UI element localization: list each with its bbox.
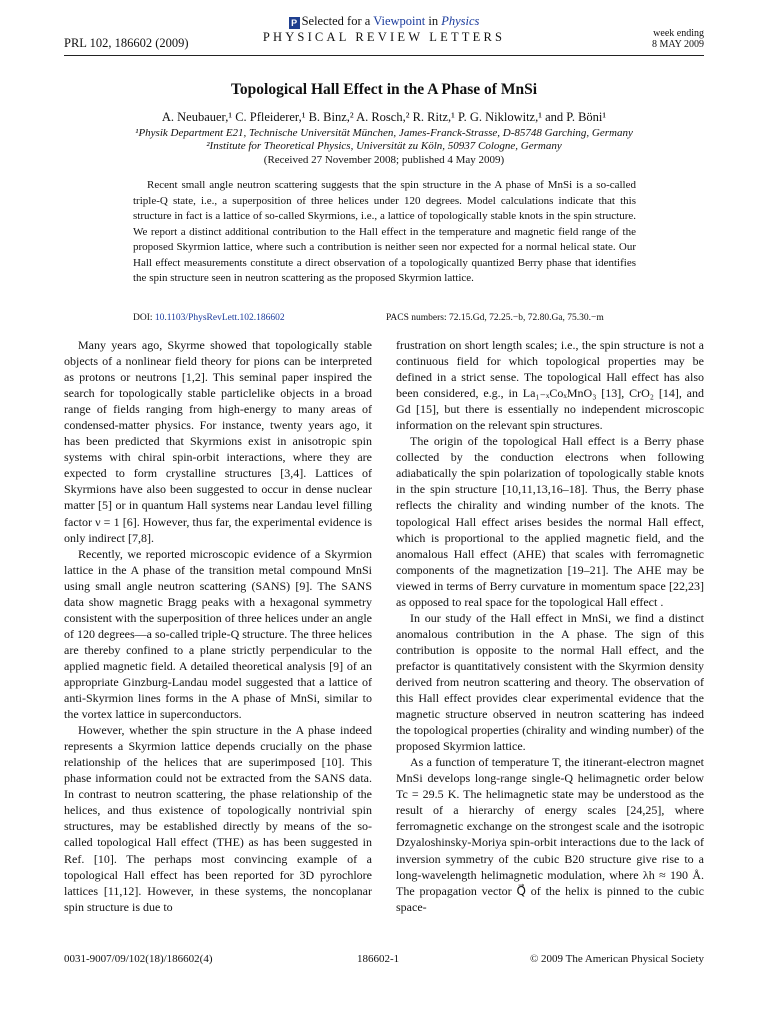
affiliation-1: ¹Physik Department E21, Technische Universität München, James-Franck-Strasse, D-85748 Garching, Germany <box>135 127 633 139</box>
doi-link[interactable]: 10.1103/PhysRevLett.102.186602 <box>154 313 285 323</box>
left-column <box>64 337 372 915</box>
affiliations <box>0 127 768 153</box>
doi-line <box>133 313 285 323</box>
paper-title: Topological Hall Effect in the A Phase of MnSi <box>231 81 537 98</box>
paragraph: However, whether the spin structure in the A phase indeed represents a Skyrmion lattice depends crucially on the phase relationship of the helices that are superimposed [10]. This phase information could not be extracted from the SANS data. In contrast to neutron scattering, the phase relationship of the helices, and thus existence of topologically nontrivial spin structures, may be established directly by means of the so-called topological Hall effect (THE) as has been suggested in Ref. [10]. The perhaps most convincing example of a topological Hall effect has been reported for 3D pyrochlore lattices [11,12]. However, in these systems, the noncoplanar spin structure is due to <box>64 723 372 914</box>
copyright: © 2009 The American Physical Society <box>529 953 704 965</box>
right-column <box>396 337 704 915</box>
viewpoint-link[interactable]: Viewpoint <box>373 14 426 28</box>
issue-date <box>652 28 704 50</box>
journal-name: PHYSICAL REVIEW LETTERS <box>262 30 506 44</box>
viewpoint-notice <box>0 14 768 29</box>
footer-issn: 0031-9007/09/102(18)/186602(4) <box>64 953 213 965</box>
affiliation-2: ²Institute for Theoretical Physics, Universität zu Köln, 50937 Cologne, Germany <box>206 140 562 152</box>
issue-date-value: 8 MAY 2009 <box>651 39 704 50</box>
week-ending-label: week ending <box>653 28 704 39</box>
physics-viewpoint-icon: P <box>289 17 300 29</box>
pacs-numbers: PACS numbers: 72.15.Gd, 72.25.−b, 72.80.Ga, 75.30.−m <box>386 313 604 323</box>
paragraph: Recently, we reported microscopic evidence of a Skyrmion lattice in the A phase of the transition metal compound MnSi using small angle neutron scattering (SANS) [9]. The SANS data show magnetic Bragg peaks with a hexagonal symmetry consistent with the superposition of three helices under an angle of 120 degrees—a so-called triple-Q structure. The three helices are thereby confined to a plane strictly perpendicular to the applied magnetic field. A detailed theoretical analysis [9] of an appropriate Ginzburg-Landau model suggested that a lattice of anti-Skyrmion lines forms in the A phase of MnSi, similar to the vortex lattice in superconductors. <box>64 546 372 722</box>
selected-prefix: Selected for a <box>301 14 374 28</box>
abstract-text: Recent small angle neutron scattering suggests that the spin structure in the A phase of MnSi is a so-called triple-Q state, i.e., a superposition of three helices under 120 degrees. Model calculations indicate that this structure in fact is a lattice of so-called Skyrmions, i.e., a lattice of topologically stable knots in the spin structure. We report a distinct additional contribution to the Hall effect in the temperature and magnetic field range of the proposed Skyrmion lattice, where such a contribution is neither seen nor expected for a normal helical state. Our Hall effect measurements constitute a direct observation of a topologically quantized Berry phase that identifies the spin structure seen in neutron scattering as the proposed Skyrmion lattice. <box>133 179 636 284</box>
header-rule <box>64 55 704 56</box>
paragraph: frustration on short length scales; i.e., the spin structure is not a continuous field for which topological properties may be defined in a strict sense. The topological Hall effect has also been considered, e.g., in La₁₋ₓCoₓMnO₃ [13], CrO₂ [14], and Gd [15], but there is essentially no independent microscopic information on the relevant spin structures. <box>396 338 704 433</box>
physics-link[interactable]: Physics <box>441 14 480 28</box>
doi-label: DOI: <box>133 313 155 323</box>
journal-citation: PRL 102, 186602 (2009) <box>64 36 189 50</box>
abstract <box>133 178 636 287</box>
page-number: 186602-1 <box>357 953 400 965</box>
received-date: (Received 27 November 2008; published 4 May 2009) <box>263 154 505 166</box>
paragraph: As a function of temperature T, the itinerant-electron magnet MnSi develops long-range single-Q helimagnetic order below Tc = 29.5 K. The helimagnetic state may be understood as the result of a hierarchy of energy scales [24,25], where ferromagnetic exchange on the strongest scale and the isotropic Dzyaloshinsky-Moriya spin-orbit interactions due to the lack of inversion symmetry of the cubic B20 structure give rise to a long-wavelength helimagnetic modulation, where λh ≈ 190 Å. The propagation vector Q⃗ of the helix is pinned to the cubic space- <box>396 755 704 914</box>
paragraph: In our study of the Hall effect in MnSi, we find a distinct anomalous contribution in the A phase. The sign of this contribution is opposite to the normal Hall effect, and the prefactor is quantitatively consistent with the Skyrmion density derived from neutron scattering and theory. The observation of this Hall effect provides clear experimental evidence that the magnetic structure observed in neutron scattering has indeed the topological properties (chirality and winding number) of the proposed Skyrmion lattice. <box>396 610 704 754</box>
selected-mid: in <box>425 14 442 28</box>
paragraph: The origin of the topological Hall effect is a Berry phase collected by the conduction electrons when following adiabatically the spin polarization of topologically stable knots in the spin structure [10,11,13,16–18]. Thus, the Berry phase reflects the chirality and winding number of the knots. The topological Hall effect arises besides the normal Hall effect, which is proportional to the applied magnetic field, and the anomalous Hall effect (AHE) that scales with ferromagnetic components of the magnetization [19–21]. The AHE may be viewed in terms of Berry curvature in momentum space [22,23] as opposed to real space for the topological Hall effect . <box>396 434 704 609</box>
paragraph: Many years ago, Skyrme showed that topologically stable objects of a nonlinear field theory for pions can be interpreted as protons or neutrons [1,2]. This seminal paper inspired the search for topologically stable particlelike objects in a broad range of fields ranging from high-energy to many areas of condensed-matter physics. For instance, twenty years ago, it has been predicted that Skyrmions exist in anisotropic spin systems with chiral spin-orbit interactions, where they are expected to form crystalline structures [3,4]. Lattices of Skyrmions have also been suggested to occur in dense nuclear matter [5] or in quantum Hall systems near Landau level filling factor ν = 1 [6]. However, thus far, the experimental evidence is only indirect [7,8]. <box>64 338 372 545</box>
author-list: A. Neubauer,¹ C. Pfleiderer,¹ B. Binz,² A. Rosch,² R. Ritz,¹ P. G. Niklowitz,¹ and P. Böni¹ <box>161 110 607 124</box>
